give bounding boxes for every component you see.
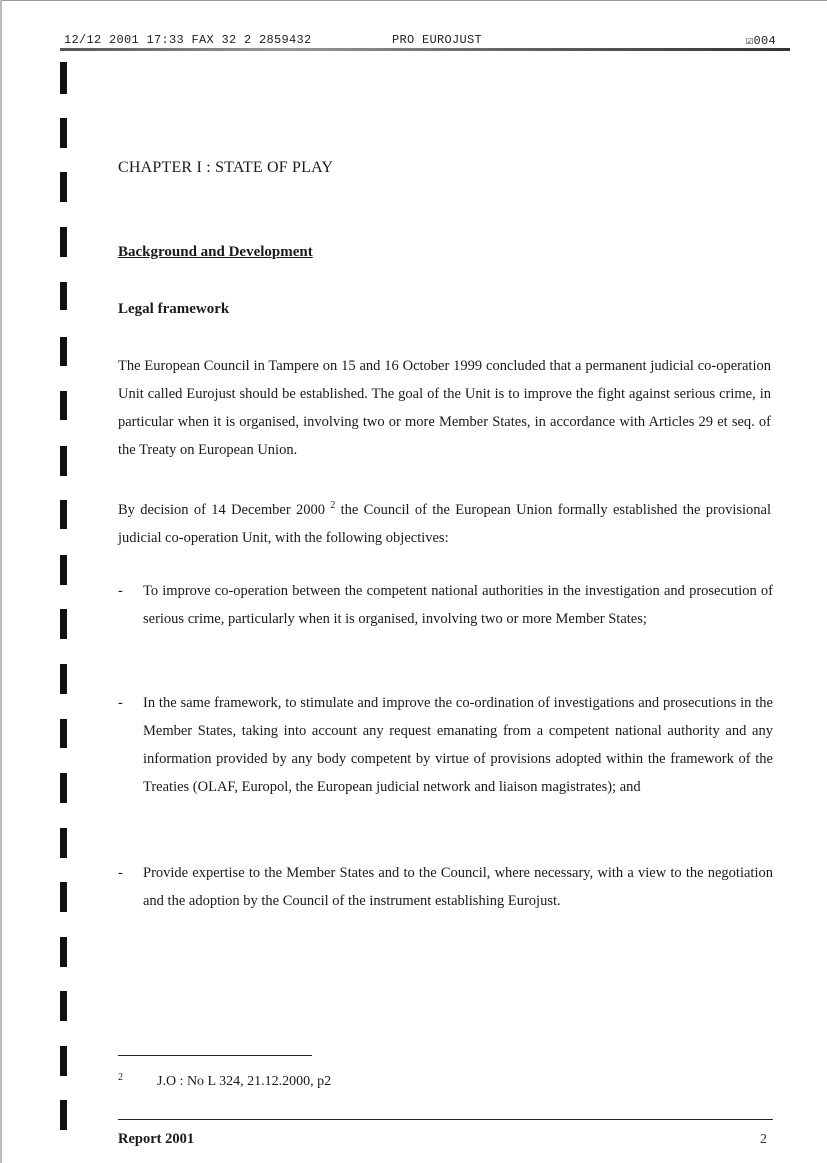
margin-bar (60, 609, 67, 639)
margin-bar (60, 1100, 67, 1130)
top-scan-edge (0, 0, 827, 1)
section-title: Background and Development (118, 244, 313, 260)
fax-datetime: 12/12 2001 17:33 FAX 32 2 2859432 (64, 33, 312, 47)
footer-rule (118, 1119, 773, 1120)
footer-page-number: 2 (760, 1132, 767, 1147)
margin-bar (60, 664, 67, 694)
fax-header (64, 33, 776, 47)
footnote-number: 2 (118, 1072, 123, 1083)
margin-bar (60, 118, 67, 148)
footnote-rule (118, 1055, 312, 1056)
bullet-dash: - (118, 695, 123, 711)
fax-sender: PRO EUROJUST (392, 33, 483, 47)
bullet-dash: - (118, 583, 123, 599)
margin-bar (60, 391, 67, 420)
margin-bar (60, 882, 67, 912)
paragraph-tampere: The European Council in Tampere on 15 and 16 October 1999 concluded that a permanent judicial co-operation Unit called Eurojust should be established. The goal of the Unit is to improve the fight against serious crime, in particular when it is organised, involving two or more Member States, in accordance with Articles 29 et seq. of the Treaty on European Union. (118, 358, 771, 458)
objective-text: Provide expertise to the Member States and to the Council, where necessary, with a view to the negotiation and the adoption by the Council of the instrument establishing Eurojust. (143, 865, 773, 909)
margin-bar (60, 62, 67, 94)
subsection-title: Legal framework (118, 301, 230, 317)
fax-header-rule (60, 48, 790, 51)
footer-report-label: Report 2001 (118, 1131, 195, 1147)
margin-bar (60, 719, 67, 748)
bullet-dash: - (118, 865, 123, 881)
chapter-title: CHAPTER I : STATE OF PLAY (118, 159, 334, 176)
margin-bar (60, 991, 67, 1021)
objective-text: To improve co-operation between the competent national authorities in the investigation and prosecution of serious crime, particularly when it is organised, involving two or more Member States; (143, 583, 773, 627)
margin-bar (60, 227, 67, 257)
paragraph-text: By decision of 14 December 2000 (118, 501, 325, 518)
margin-bar (60, 773, 67, 803)
paragraph-council-decision (118, 492, 771, 552)
margin-bar (60, 172, 67, 202)
footnote-reference: 2 (330, 500, 336, 511)
margin-bar (60, 555, 67, 585)
margin-bar (60, 337, 67, 366)
margin-bar (60, 282, 67, 310)
margin-bar (60, 446, 67, 476)
margin-bar (60, 1046, 67, 1076)
fax-page-code: ☑004 (745, 34, 776, 48)
objective-text: In the same framework, to stimulate and improve the co-ordination of investigations and prosecutions in the Member States, taking into account any request emanating from a competent national authority and any information provided by any body competent by virtue of provisions adopted within the framework of the Treaties (OLAF, Europol, the European judicial network and liaison magistrates); and (143, 695, 773, 795)
footnote-text: J.O : No L 324, 21.12.2000, p2 (157, 1074, 332, 1089)
left-scan-edge (0, 0, 2, 1163)
paragraph-text: the Council of the European Union formally established the provisional judicial co-operation Unit, with the following objectives: (118, 501, 772, 546)
margin-bar (60, 500, 67, 529)
margin-bar (60, 937, 67, 967)
margin-bar (60, 828, 67, 858)
